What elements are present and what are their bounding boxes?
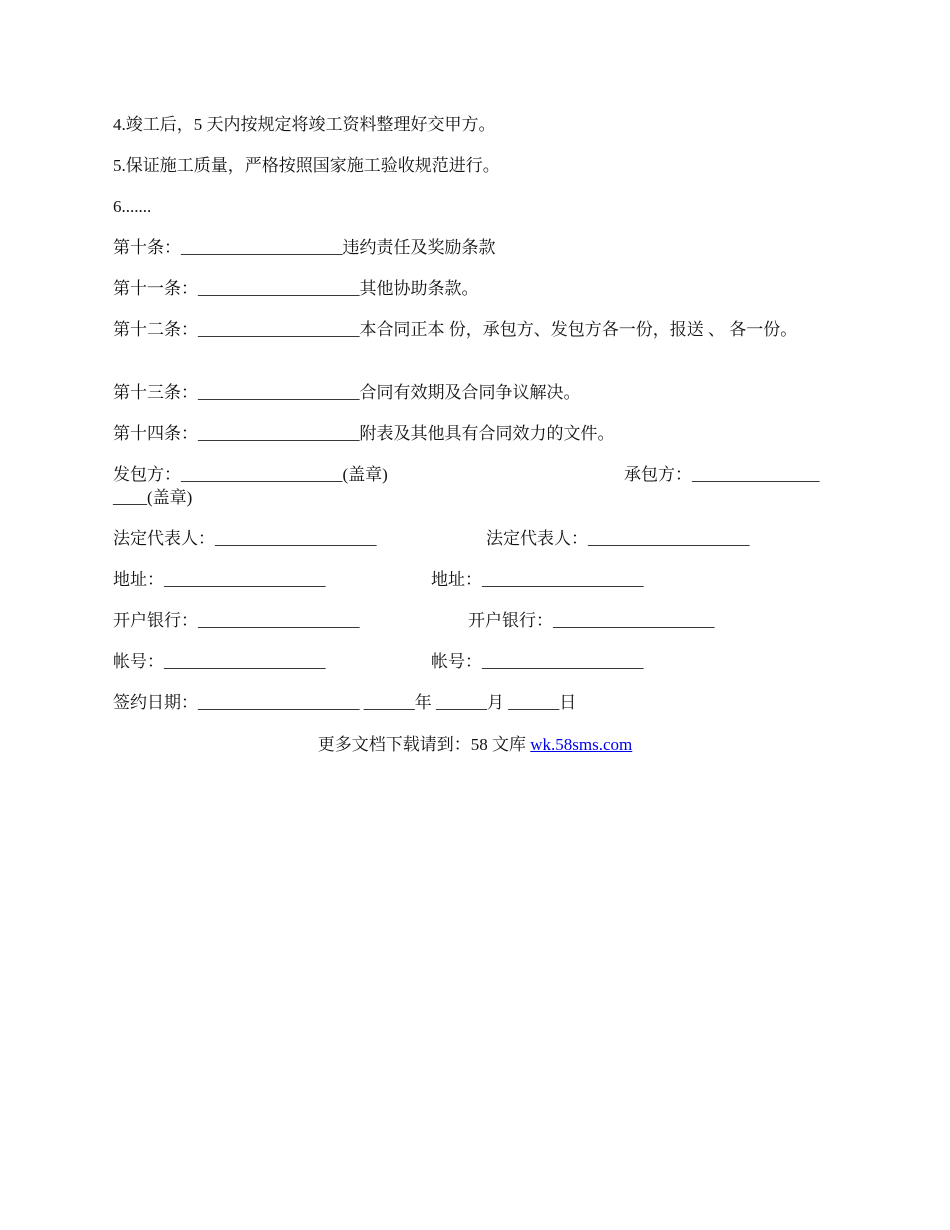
article-11: 第十一条：___________________其他协助条款。 [113,279,479,298]
legal-rep-right: 法定代表人：___________________ [486,529,750,548]
address-right: 地址：___________________ [431,570,644,589]
account-left: 帐号：___________________ [113,652,326,671]
article-10: 第十条：___________________违约责任及奖励条款 [113,238,496,257]
article-12: 第十二条：___________________本合同正本 份，承包方、发包方各一份，报送 、 各一份。 [113,320,798,339]
footer [0,734,950,756]
legal-rep-left: 法定代表人：___________________ [113,529,377,548]
clause-item-5: 5.保证施工质量，严格按照国家施工验收规范进行。 [113,156,500,175]
account-right: 帐号：___________________ [431,652,644,671]
article-14: 第十四条：___________________附表及其他具有合同效力的文件。 [113,424,615,443]
clause-item-6: 6....... [113,197,152,216]
employer-signature: 发包方：___________________(盖章) [113,465,388,484]
footer-text: 更多文档下载请到：58 文库 [317,735,531,754]
clause-item-4: 4.竣工后，5 天内按规定将竣工资料整理好交甲方。 [113,115,496,134]
bank-left: 开户银行：___________________ [113,611,360,630]
contractor-signature: 承包方：_______________ [624,465,820,484]
article-13: 第十三条：___________________合同有效期及合同争议解决。 [113,383,581,402]
contractor-signature-cont: ____(盖章) [113,488,193,507]
address-left: 地址：___________________ [113,570,326,589]
bank-right: 开户银行：___________________ [468,611,715,630]
footer-link[interactable]: wk.58sms.com [530,735,633,754]
sign-date: 签约日期：___________________ ______年 ______月 ______日 [113,693,577,712]
